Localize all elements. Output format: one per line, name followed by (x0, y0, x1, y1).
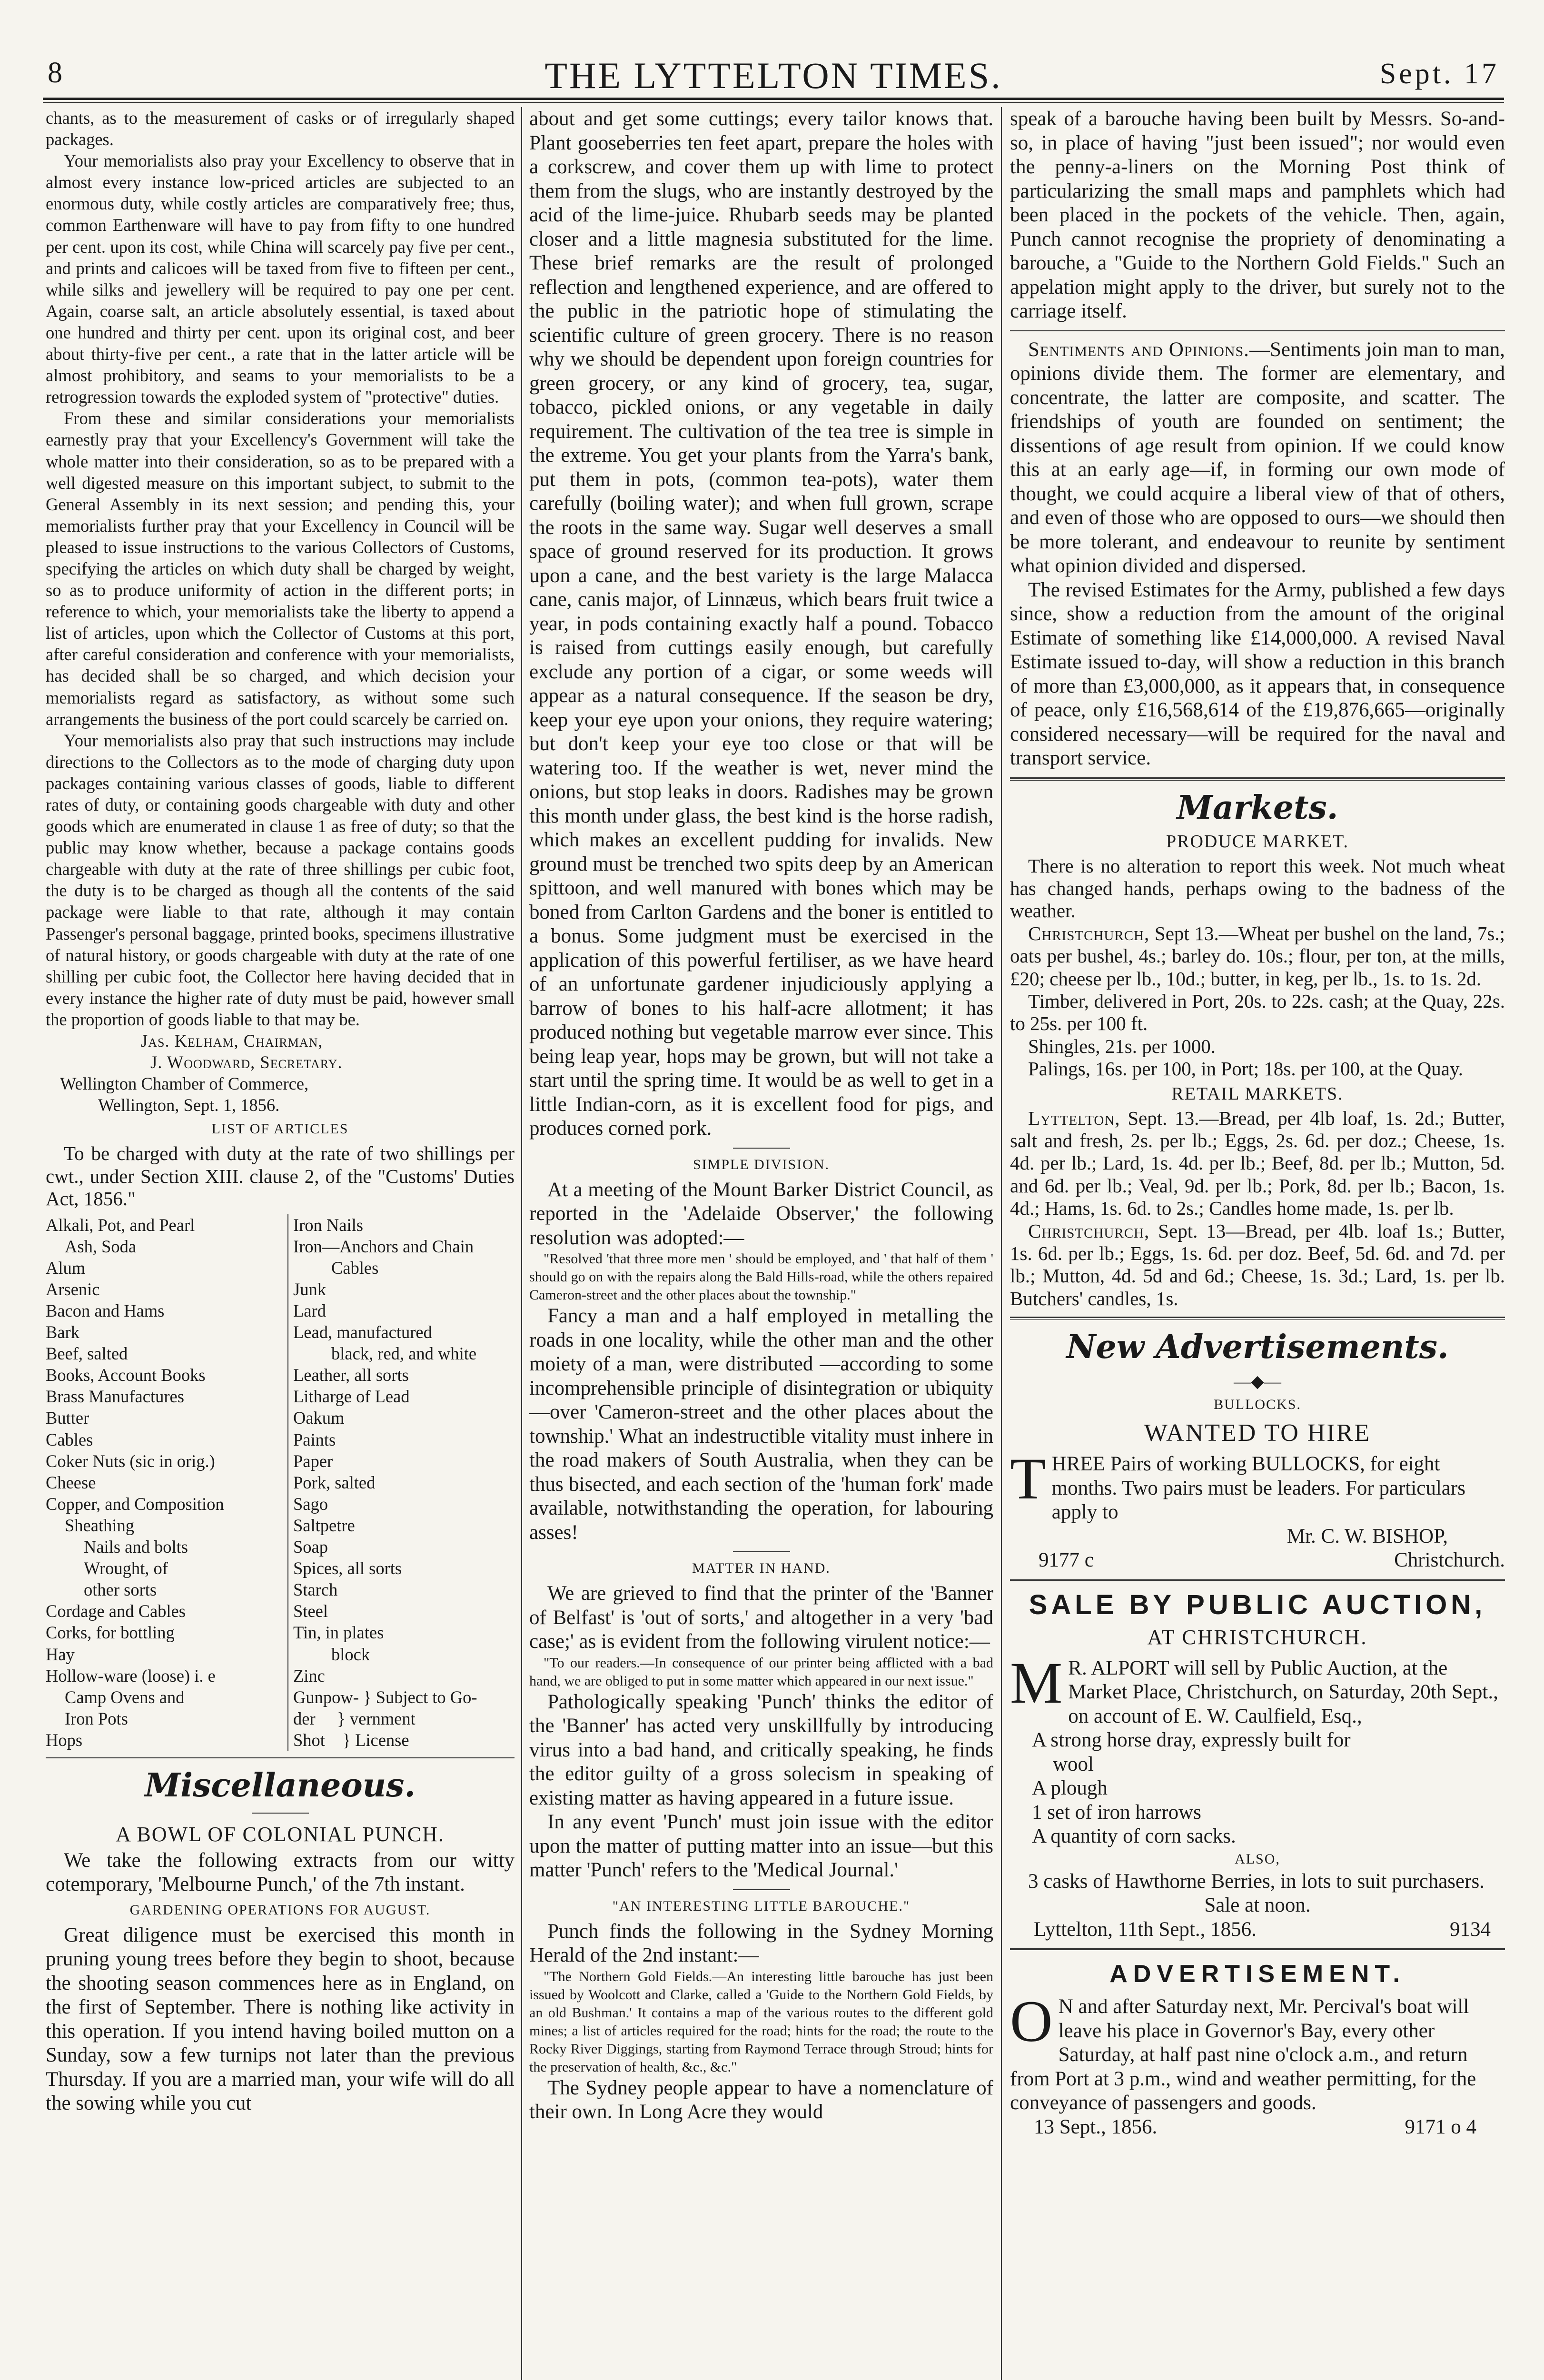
articles-table (46, 1214, 515, 1751)
list-intro: To be charged with duty at the rate of two shillings per cwt., under Section XIII. clause 2, of the "Customs' Duties Act, 1856." (46, 1142, 515, 1210)
article-item: Alkali, Pot, and Pearl (46, 1215, 195, 1235)
section-rule (1010, 1317, 1505, 1320)
produce-market-heading: PRODUCE MARKET. (1166, 831, 1349, 852)
matter-in-hand-text: In any event 'Punch' must join issue with the editor upon the matter of putting matter into an issue—but this matter 'Punch' refers to the 'Medical Journal.' (529, 1811, 993, 1881)
retail-place: Lyttelton, (1028, 1107, 1120, 1129)
article-item: Iron—Anchors and Chain (293, 1236, 474, 1256)
list-heading: LIST OF ARTICLES (211, 1121, 349, 1137)
sale-item: 1 set of iron harrows (1032, 1801, 1201, 1824)
wanted-number: 9177 c (1039, 1549, 1094, 1572)
article-item: Spices, all sorts (293, 1558, 402, 1578)
article-item: Hollow-ware (loose) i. e (46, 1666, 216, 1686)
article-item: Nails and bolts (84, 1537, 188, 1557)
masthead-rule (43, 98, 1504, 103)
estimates-text: The revised Estimates for the Army, published a few days since, show a reduction from the amount of the original Estimate of something like £14,000,000. A revised Naval Estimate issued to-day, will show a reduction in this branch of more than £3,000,000, as it appears that, in consequence of peace, only £16,568,614 of the £19,876,665—originally considered necessary—will be required for the naval and transport service. (1010, 578, 1505, 769)
punch-title: A BOWL OF COLONIAL PUNCH. (116, 1822, 445, 1846)
column-1 (46, 107, 515, 2380)
article-item: Paper (293, 1451, 333, 1471)
short-rule (252, 1813, 309, 1814)
produce-christchurch: Sept 13.—Wheat per bushel on the land, 7s.; oats per bushel, 4s.; barley do. 10s.; flour, per ton, at the mills, £20; cheese per lb., 10d.; butter, in keg, per lb., 1s. to 1s. 2d. (1010, 922, 1505, 990)
article-item: Lead, manufactured (293, 1322, 432, 1342)
article-item: Hops (46, 1730, 83, 1750)
gardening-heading: GARDENING OPERATIONS FOR AUGUST. (129, 1902, 431, 1918)
simple-division-intro: At a meeting of the Mount Barker District Council, as reported in the 'Adelaide Observer,' the following resolution was adopted:— (529, 1178, 993, 1249)
column-2 (529, 107, 993, 2380)
article-item: Brass Manufactures (46, 1387, 184, 1407)
matter-in-hand-text: Pathologically speaking 'Punch' thinks the editor of the 'Banner' has acted very unskillfully by introducing virus into a bad hand, and critically speaking, he finds the editor guilty of a gross solecism in speaking of existing matter as having appeared in a future issue. (529, 1690, 993, 1809)
sale-ad-body (1010, 1650, 1505, 1729)
signature-secretary: J. Woodward, Secretary. (150, 1052, 343, 1072)
barouche-quote: "The Northern Gold Fields.—An interesting little barouche has just been issued by Woolcott and Clarke, called a 'Guide to the Northern Gold Fields, by an old Bushman.' It contains a map of the various routes to the different gold mines; a list of articles required for the road; hints for the road; the route to the Rocky River Diggings, starting from Raymond Terrace through Stroud; hints for the preservation of health, &c., &c." (529, 1968, 993, 2075)
article-item: Cordage and Cables (46, 1601, 186, 1621)
miscellaneous-heading: Miscellaneous. (144, 1766, 416, 1805)
advertisement-heading: ADVERTISEMENT. (1109, 1960, 1405, 1988)
article-item: Cheese (46, 1472, 96, 1492)
palings-price: Palings, 16s. per 100, in Port; 18s. per 100, at the Quay. (1028, 1058, 1464, 1080)
retail-christchurch: Sept. 13—Bread, per 4lb. loaf 1s.; Butter, 1s. 6d. per lb.; Eggs, 1s. 6d. per doz. Beef, 5d. 6d. and 7d. per lb.; Mutton, 4d. 5d and 6d.; Cheese, 1s. 3d.; Lard, 1s. per lb. Butchers' candles, 1s. (1010, 1220, 1505, 1309)
article-item: Zinc (293, 1666, 325, 1686)
article-item: Sheathing (65, 1515, 134, 1535)
memorial-paragraph: Your memorialists also pray your Excellency to observe that in almost every instance low-priced articles are subjected to an enormous duty, while costly articles are comparatively free; thus, common Earthenware will have to pay from fifty to one hundred per cent. upon its cost, while China will scarcely pay five per cent., and prints and calicoes will be taxed from five to fifteen per cent., while silks and jewellery will be required to pay one per cent. Again, coarse salt, an article absolutely essential, is taxed about one hundred and thirty per cent. upon its original cost, and beer about thirty-five per cent., a rate that in the latter article will be almost prohibitory, and seams to your memorialists to be a retrogression towards the exploded system of "protective" duties. (46, 151, 515, 407)
bullocks-label: BULLOCKS. (1214, 1397, 1301, 1413)
matter-in-hand-quote: "To our readers.—In consequence of our printer being afflicted with a bad hand, we are obliged to put in some matter which appeared in our next issue." (529, 1655, 993, 1689)
gardening-text: Great diligence must be exercised this month in pruning young trees before they begin to shoot, because the shooting season commences here as in England, on the first of September. There is nothing like activity in this operation. If you intend having boiled mutton on a Sunday, sow a few turnips not later than the previous Thursday. If you are a married man, your wife will do all the sowing while you cut (46, 1924, 515, 2115)
article-item: Oakum (293, 1408, 345, 1428)
page-number: 8 (48, 57, 62, 89)
article-item: other sorts (84, 1580, 157, 1600)
column-rule (521, 107, 522, 2380)
article-item: Leather, all sorts (293, 1365, 409, 1385)
article-item: Hay (46, 1644, 75, 1664)
produce-place: Christchurch, (1028, 922, 1150, 944)
wanted-contact: Mr. C. W. BISHOP, (1287, 1525, 1448, 1547)
signature-date: Wellington, Sept. 1, 1856. (98, 1095, 280, 1115)
retail-markets-heading: RETAIL MARKETS. (1171, 1083, 1344, 1104)
issue-date: Sept. 17 (1379, 58, 1499, 90)
article-item: Iron Nails (293, 1215, 363, 1235)
article-item: Bacon and Hams (46, 1301, 165, 1320)
article-item: Bark (46, 1322, 79, 1342)
article-item: Paints (293, 1429, 336, 1449)
article-item: Starch (293, 1580, 338, 1600)
simple-division-heading: SIMPLE DIVISION. (693, 1156, 830, 1172)
article-item: der } vernment (293, 1708, 416, 1728)
advertisement-text: N and after Saturday next, Mr. Percival's boat will leave his place in Governor's Bay, every other Saturday, at half past nine o'clock a.m., and return from Port at 3 p.m., wind and weather permitting, for the conveyance of passengers and goods. (1010, 1995, 1476, 2114)
timber-price: Timber, delivered in Port, 20s. to 22s. cash; at the Quay, 22s. to 25s. per 100 ft. (1010, 990, 1505, 1035)
new-advertisements-heading: New Advertisements. (1066, 1328, 1449, 1367)
article-item: Soap (293, 1537, 328, 1557)
wanted-text: HREE Pairs of working BULLOCKS, for eight months. Two pairs must be leaders. For particulars apply to (1051, 1453, 1465, 1524)
sale-item: A strong horse dray, expressly built for (1032, 1729, 1351, 1752)
article-item: Lard (293, 1301, 326, 1320)
article-item: Corks, for bottling (46, 1623, 175, 1643)
section-rule (1010, 1579, 1505, 1581)
advertisement-number: 9171 o 4 (1405, 2115, 1476, 2138)
barouche-continued: speak of a barouche having been built by Messrs. So-and-so, in place of having "just been issued"; nor would even the penny-a-liners on the Morning Post think of particularizing the small maps and pamphlets which had been placed in the pockets of the vehicle. Then, again, Punch cannot recognise the propriety of denominating a barouche, a "Guide to the Northern Gold Fields." Such an appelation might apply to the driver, but surely not to the carriage itself. (1010, 108, 1505, 322)
simple-division-quote: "Resolved 'that three more men ' should be employed, and ' that half of them ' should go on with the repairs along the Bald Hills-road, while the others repaired Cameron-street and the other places about the township." (529, 1251, 993, 1303)
article-item: Beef, salted (46, 1344, 128, 1364)
sale-number: 9134 (1450, 1918, 1491, 1941)
produce-intro: There is no alteration to report this week. Not much wheat has changed hands, perhaps owing to the badness of the weather. (1010, 854, 1505, 922)
sale-item: A quantity of corn sacks. (1032, 1825, 1236, 1848)
short-rule (733, 1148, 790, 1149)
matter-in-hand-heading: MATTER IN HAND. (692, 1560, 831, 1576)
article-item: Camp Ovens and (65, 1687, 185, 1707)
sentiments-lead: Sentiments and Opinions. (1028, 338, 1249, 361)
wanted-to-hire-heading: WANTED TO HIRE (1144, 1419, 1371, 1447)
column-3 (1010, 107, 1505, 2380)
article-item: Shot } License (293, 1730, 409, 1750)
sale-item: A plough (1032, 1777, 1108, 1800)
section-rule (1010, 777, 1505, 781)
section-rule (1010, 1948, 1505, 1950)
article-item: black, red, and white (331, 1344, 477, 1364)
column-rule (1001, 107, 1002, 2380)
sale-heading: SALE BY PUBLIC AUCTION, (1029, 1589, 1486, 1620)
article-item: block (331, 1644, 370, 1664)
matter-in-hand-intro: We are grieved to find that the printer of the 'Banner of Belfast' is 'out of sorts,' and altogether in a very 'bad case;' as is evident from the following virulent notice:— (529, 1582, 993, 1653)
masthead (43, 48, 1504, 100)
sale-also-text: 3 casks of Hawthorne Berries, in lots to suit purchasers. (1028, 1870, 1485, 1893)
article-item: Cables (331, 1258, 379, 1278)
barouche-intro: Punch finds the following in the Sydney Morning Herald of the 2nd instant:— (529, 1920, 993, 1966)
article-item: Sago (293, 1494, 328, 1514)
wanted-dropcap: T (1010, 1446, 1046, 1512)
punch-intro: We take the following extracts from our witty cotemporary, 'Melbourne Punch,' of the 7th instant. (46, 1849, 515, 1896)
gardening-continued: about and get some cuttings; every tailor knows that. Plant gooseberries ten feet apart, prepare the holes with a corkscrew, and cover them up with lime to protect them from the slugs, who are instantly destroyed by the acid of the lime-juice. Rhubarb seeds may be planted closer and a little magnesia substituted for the lime. These brief remarks are the result of prolonged reflection and lengthened experience, and are offered to the public in the patriotic hope of stimulating the scientific culture of green grocery. There is no reason why we should be dependent upon foreign countries for green grocery, or any kind of grocery, tea, sugar, tobacco, pickled onions, or any vegetable in daily requirement. The cultivation of the tea tree is simple in the extreme. You get your plants from the Yarra's bank, put them in pots, (common tea-pots), water them carefully (boiling water); and when full grown, scrape the roots in the same way. Sugar well deserves a small space of ground reserved for its production. It grows upon a cane, and the best variety is the large Malacca cane, canis major, of Linnæus, which bears fruit twice a year, in pods containing exactly half a pound. Tobacco is raised from cuttings easily enough, but carefully exclude any portion of a cigar, or some weeds will appear as a natural consequence. If the season be dry, keep your eye upon your onions, they require watering; but don't keep your eye too close or that will be watering too. If the weather is wet, never mind the onions, but stop leaks in doors. Radishes may be grown this month under glass, the best kind is the horse radish, which makes an excellent pudding for invalids. New ground must be trenched two spits deep by an American spittoon, and well manured with bones which may be boned from Carlton Gardens and the boner is entitled to a bonus. Some judgment must be exercised in the application of this powerful fertiliser, as we have heard of an unfortunate gardener injudiciously applying a barrow of bones to his half-acre allotment; it has produced nothing but vegetable marrow ever since. This being leap year, hops may be grown, but will not take a start until the spring time. It would be as well to get in a little Indian-corn, as it is excellent food for pigs, and produces corned pork. (529, 108, 993, 1140)
article-item: Iron Pots (65, 1708, 128, 1728)
advertisement-date: 13 Sept., 1856. (1034, 2115, 1158, 2138)
memorial-paragraph: Your memorialists also pray that such instructions may include directions to the Collectors as to the mode of charging duty upon packages containing various classes of goods, liable to different rates of duty, or containing goods chargeable with duty and other goods which are enumerated in clause 1 as free of duty; so that the public may know whether, because a package contains goods chargeable with duty at the rate of three shillings per cubic foot, the duty is to be charged as though all the contents of the said package were liable to that rate, although it may contain Passenger's personal baggage, printed books, specimens illustrative of natural history, or goods chargeable with duty at the rate of one shilling per cubic foot, the Collector here having decided that in every instance the higher rate of duty must be paid, however small the proportion of goods liable to that may be. (46, 730, 515, 1029)
sentiments-text: —Sentiments join man to man, opinions divide them. The former are elementary, and concentrate, the latter are composite, and scatter. The friendships of youth are founded on sentiment; the dissentions of age result from opinion. If we could know this at an early age—if, in forming our own mode of thought, we could acquire a liberal view of that of others, and even of those who are opposed to ours—we should then be more tolerant, and endeavour to reunite by sentiment what opinion divided and dispersed. (1010, 338, 1505, 577)
article-item: Arsenic (46, 1279, 100, 1299)
sale-text: R. ALPORT will sell by Public Auction, at the Market Place, Christchurch, on Saturday, 20th Sept., on account of E. W. Caulfield, Esq., (1068, 1656, 1498, 1727)
advertisement-body (1010, 1989, 1505, 2115)
article-item: Copper, and Composition (46, 1494, 224, 1514)
article-item: Butter (46, 1408, 89, 1428)
section-rule (46, 1757, 515, 1758)
advertisement-dropcap: O (1010, 1989, 1053, 2054)
article-item: Alum (46, 1258, 86, 1278)
article-item: Litharge of Lead (293, 1387, 410, 1407)
barouche-text: The Sydney people appear to have a nomenclature of their own. In Long Acre they would (529, 2076, 993, 2123)
article-item: Gunpow- } Subject to Go- (293, 1687, 477, 1707)
simple-division-text: Fancy a man and a half employed in metalling the roads in one locality, while the other man and the other moiety of a man, were distributed —according to some incomprehensible principle of disintegration or ubiquity—over 'Cameron-street and the other places about the township.' What an indestructible vitality must inhere in the road makers of South Australia, when they can be thus bisected, and each section of the 'human fork' made available, notwithstanding the operation, for labouring asses! (529, 1305, 993, 1544)
sale-item: wool (1053, 1753, 1094, 1775)
article-item: Coker Nuts (sic in orig.) (46, 1451, 215, 1471)
article-item: Steel (293, 1601, 328, 1621)
articles-right-column (288, 1214, 512, 1751)
retail-place: Christchurch, (1028, 1220, 1150, 1242)
advertisement-footer (1010, 2115, 1505, 2140)
markets-heading: Markets. (1177, 788, 1338, 827)
wanted-ad-body (1010, 1446, 1505, 1525)
sale-footer (1010, 1918, 1505, 1942)
sale-time: Sale at noon. (1204, 1894, 1311, 1917)
article-item: Books, Account Books (46, 1365, 206, 1385)
memorial-paragraph: chants, as to the measurement of casks or of irregularly shaped packages. (46, 108, 515, 149)
short-rule (733, 1551, 790, 1552)
barouche-heading: "AN INTERESTING LITTLE BAROUCHE." (612, 1898, 911, 1914)
articles-left-column (46, 1214, 288, 1751)
wanted-footer (1010, 1548, 1505, 1573)
newspaper-title: THE LYTTELTON TIMES. (544, 55, 1002, 96)
short-rule (733, 1889, 790, 1890)
section-rule (1010, 330, 1505, 331)
sale-subheading: AT CHRISTCHURCH. (1147, 1625, 1368, 1649)
article-item: Cables (46, 1429, 93, 1449)
signature-chairman: Jas. Kelham, Chairman, (141, 1031, 323, 1051)
article-item: Saltpetre (293, 1515, 355, 1535)
retail-lyttelton: Sept. 13.—Bread, per 4lb loaf, 1s. 2d.; Butter, salt and fresh, 2s. per lb.; Eggs, 2s. 6d. per doz.; Cheese, 1s. 4d. per lb.; Lard, 1s. 4d. per lb.; Beef, 8d. per lb.; Mutton, 5d. and 6d. per lb.; Veal, 9d. per lb.; Pork, 8d. per lb.; Bacon, 1s. 4d.; Hams, 1s. 6d. to 2s.; Candles home made, 1s. per lb. (1010, 1107, 1505, 1220)
shingles-price: Shingles, 21s. per 1000. (1028, 1035, 1216, 1057)
wanted-place: Christchurch. (1394, 1549, 1505, 1572)
article-item: Tin, in plates (293, 1623, 384, 1643)
memorial-paragraph: From these and similar considerations your memorialists earnestly pray that your Excellency's Government will take the whole matter into their consideration, so as to be prepared with a well digested measure on this important subject, to submit to the General Assembly in its next session; and pending this, your memorialists further pray that your Excellency in Council will be pleased to issue instructions to the various Collectors of Customs, specifying the articles on which duty shall be charged by weight, so as to produce uniformity of action in the different ports; in reference to which, your memorialists take the liberty to append a list of articles, upon which the Collector of Customs at this port, after careful consideration and conference with your memorialists, has decided shall be so charged, and which decision your memorialists regard as satisfactory, as without some such arrangements the business of the port could scarcely be carried on. (46, 408, 515, 729)
sale-date: Lyttelton, 11th Sept., 1856. (1034, 1918, 1257, 1941)
ornament-divider: —◆— (1234, 1372, 1281, 1391)
signature-block (46, 1030, 515, 1116)
article-item: Pork, salted (293, 1472, 376, 1492)
article-item: Ash, Soda (65, 1236, 137, 1256)
article-item: Junk (293, 1279, 326, 1299)
article-item: Wrought, of (84, 1558, 168, 1578)
signature-chamber: Wellington Chamber of Commerce, (60, 1074, 309, 1094)
sale-dropcap: M (1010, 1650, 1063, 1716)
sale-also: ALSO, (1235, 1851, 1280, 1867)
